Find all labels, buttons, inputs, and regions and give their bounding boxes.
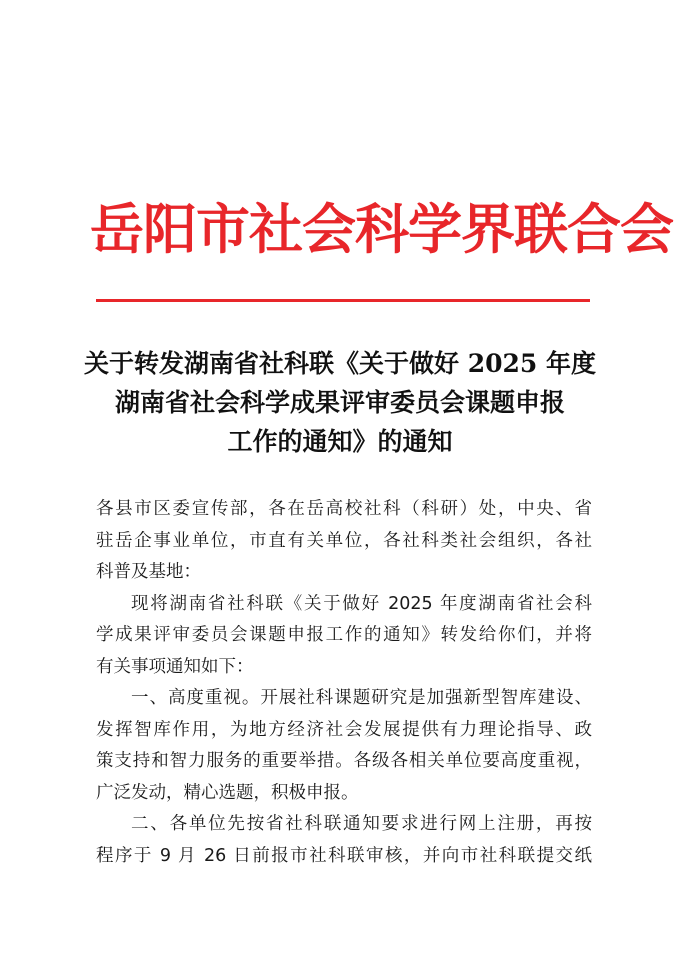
document-title <box>70 344 610 461</box>
body-line-addressees-3: 科普及基地： <box>96 562 201 582</box>
body-line-item1-3: 策支持和智力服务的重要举措。各级各相关单位要高度重视， <box>96 751 592 771</box>
body-line-item2-1: 二、各单位先按省社科联通知要求进行网上注册，再按 <box>131 814 592 834</box>
issuing-organization-header: 岳阳市社会科学界联合会 <box>90 197 673 261</box>
title-line-2: 湖南省社会科学成果评审委员会课题申报 <box>114 388 565 417</box>
body-line-intro-2: 学成果评审委员会课题申报工作的通知》转发给你们，并将 <box>96 625 592 645</box>
body-line-addressees-1: 各县市区委宣传部，各在岳高校社科（科研）处，中央、省 <box>96 499 592 519</box>
body-line-intro-3: 有关事项通知如下： <box>96 656 254 677</box>
title-line-3: 工作的通知》的通知 <box>227 427 453 456</box>
body-line-item1-4: 广泛发动，精心选题，积极申报。 <box>96 782 359 803</box>
body-line-item1-1: 一、高度重视。开展社科课题研究是加强新型智库建设、 <box>131 688 592 708</box>
body-line-item2-2: 程序于 9 月 26 日前报市社科联审核，并向市社科联提交纸 <box>96 845 592 866</box>
body-line-item1-2: 发挥智库作用，为地方经济社会发展提供有力理论指导、政 <box>96 719 592 740</box>
red-divider-line <box>96 299 590 302</box>
body-line-intro-1: 现将湖南省社科联《关于做好 2025 年度湖南省社会科 <box>131 593 592 614</box>
body-line-addressees-2: 驻岳企事业单位，市直有关单位，各社科类社会组织，各社 <box>96 530 592 551</box>
title-line-1: 关于转发湖南省社科联《关于做好 2025 年度 <box>84 349 596 378</box>
document-body <box>96 494 592 872</box>
